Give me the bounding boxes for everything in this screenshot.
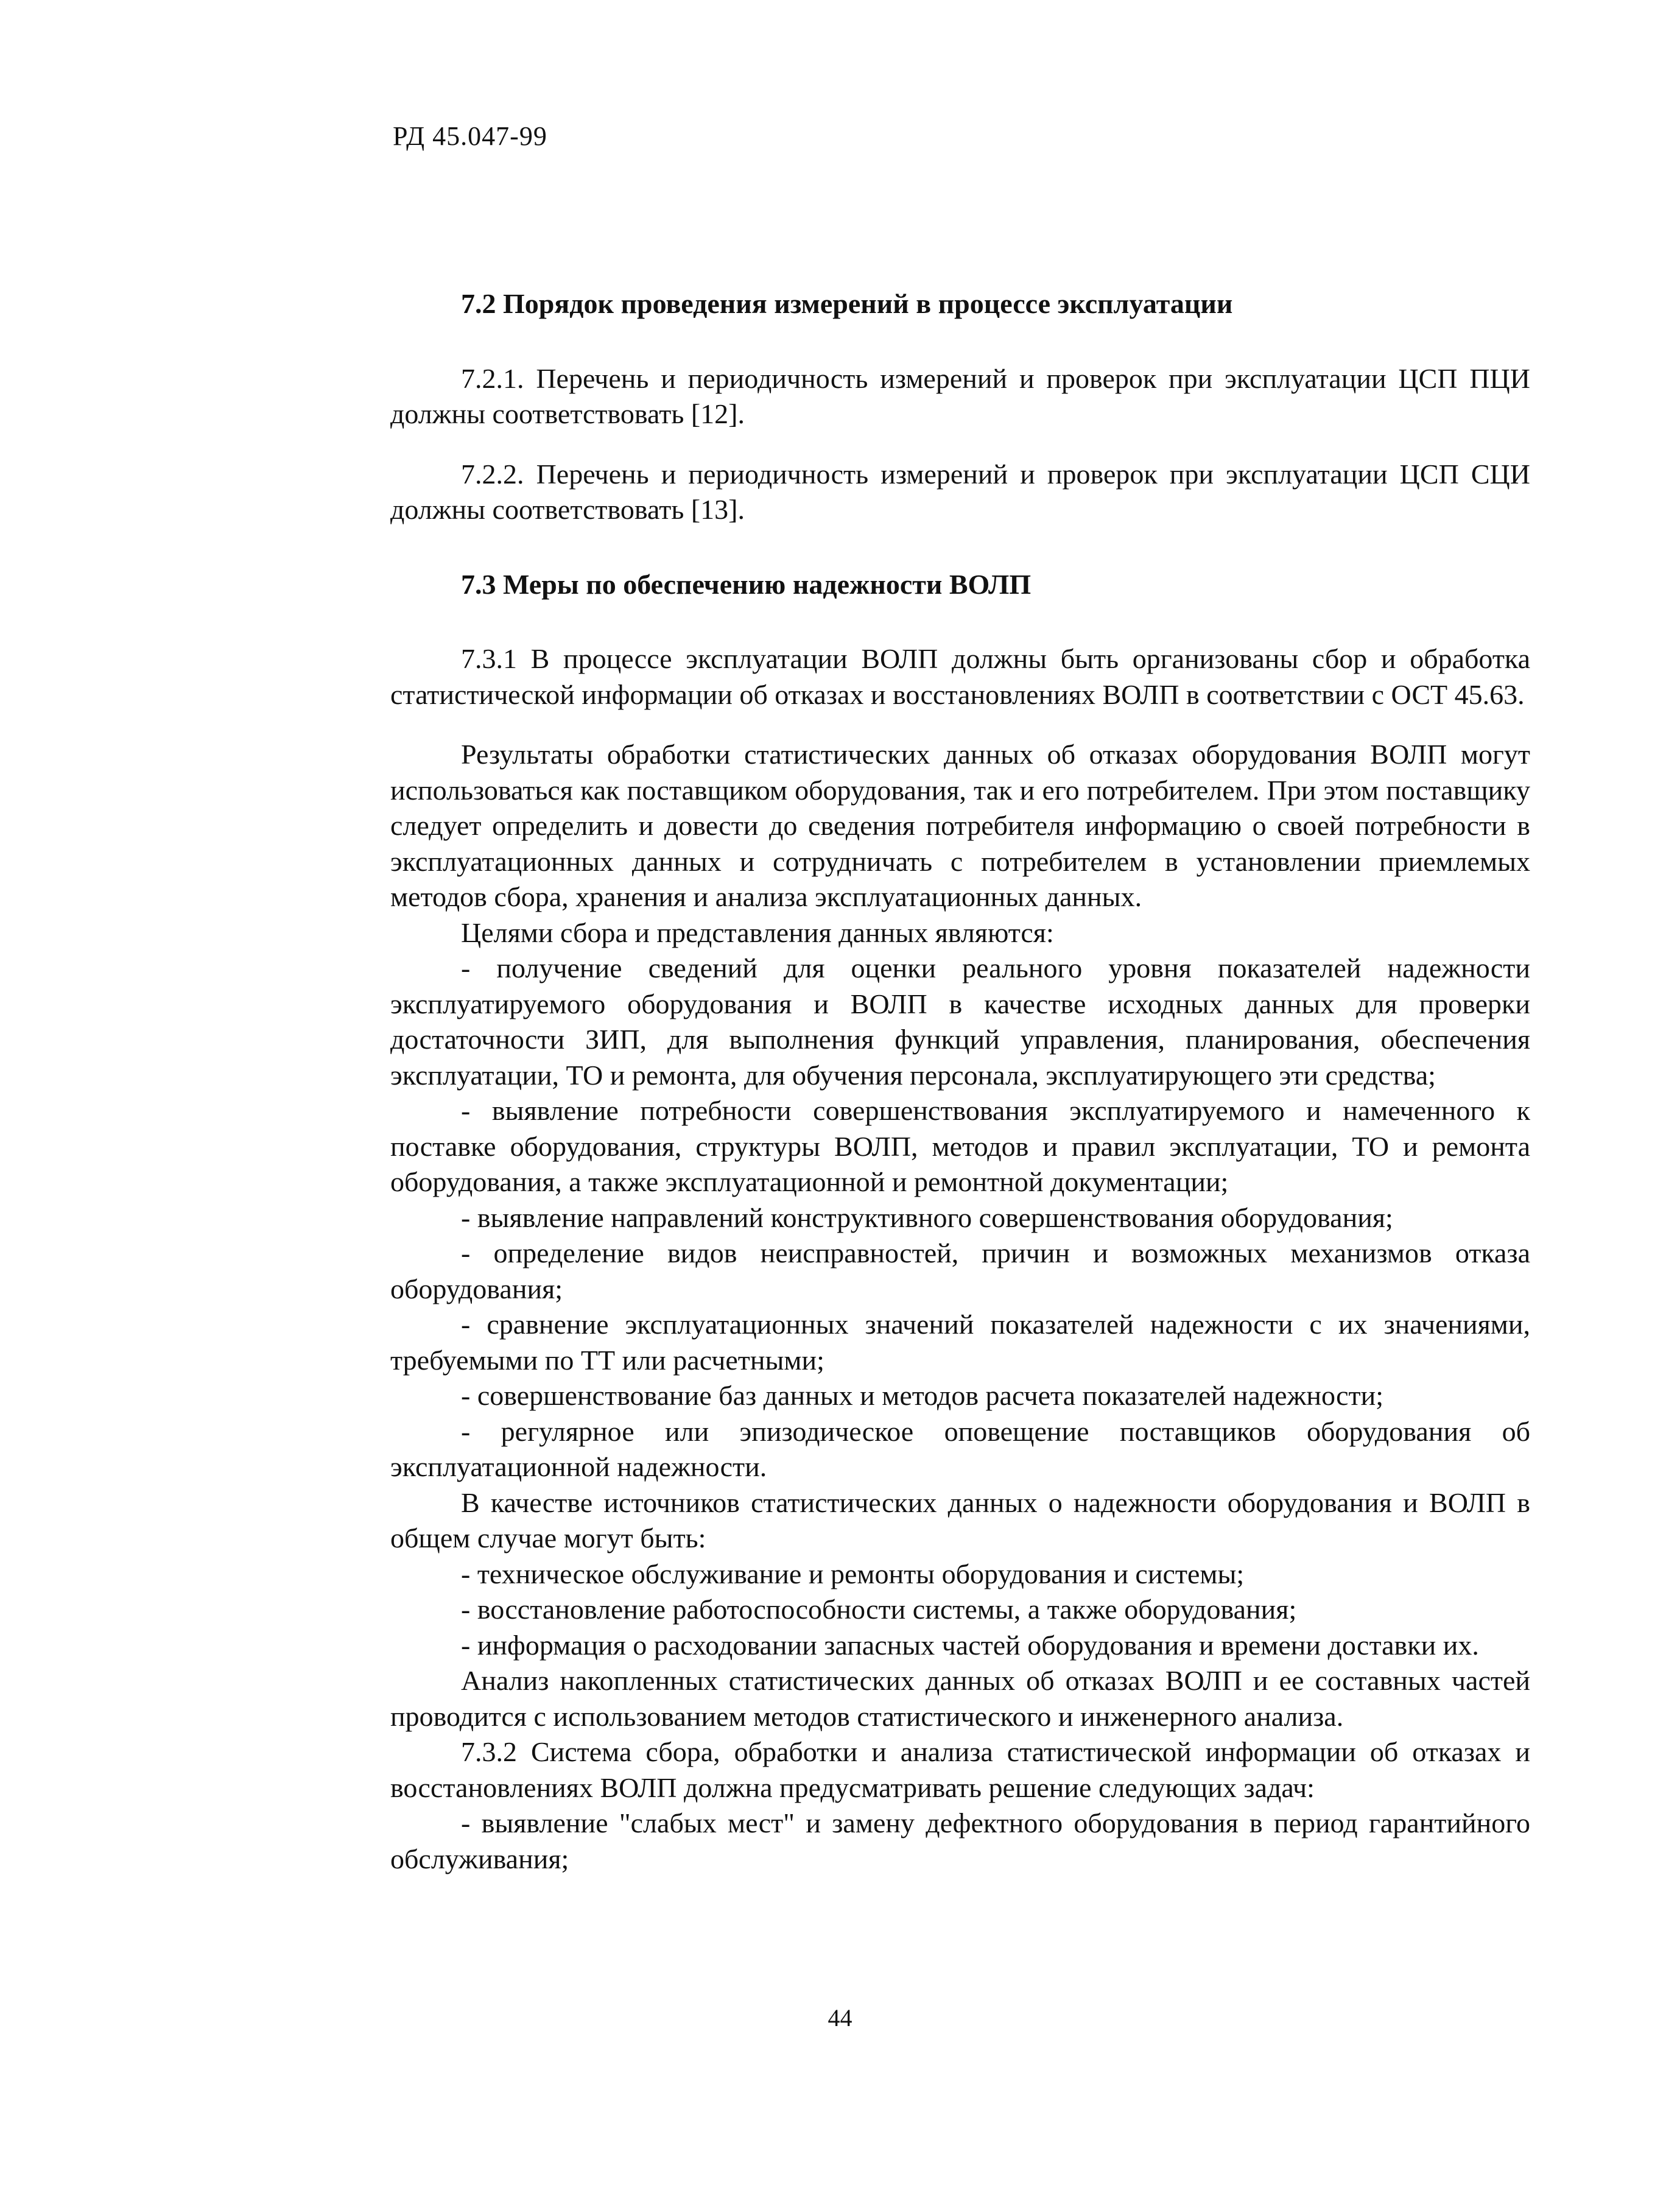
list-item-goal: - регулярное или эпизодическое оповещение поставщиков оборудования об эксплуатационной надежности. — [390, 1415, 1530, 1482]
paragraph-7-3-2: 7.3.2 Система сбора, обработки и анализа статистической информации об отказах и восстановлениях ВОЛП должна предусматривать решение следующих задач: — [390, 1736, 1530, 1803]
paragraph-7-2-2: 7.2.2. Перечень и периодичность измерений и проверок при эксплуатации ЦСП СЦИ должны соответствовать [13]. — [390, 458, 1530, 525]
document-code-header: РД 45.047-99 — [393, 121, 547, 151]
document-body — [390, 286, 1530, 1877]
paragraph-7-3-1: 7.3.1 В процессе эксплуатации ВОЛП должны быть организованы сбор и обработка статистической информации об отказах и восстановлениях ВОЛП в соответствии с ОСТ 45.63. — [390, 643, 1530, 710]
section-7-2-heading: 7.2 Порядок проведения измерений в процессе эксплуатации — [461, 288, 1233, 319]
paragraph-goals-intro: Целями сбора и представления данных являются: — [461, 917, 1054, 948]
paragraph-7-2-1: 7.2.1. Перечень и периодичность измерений и проверок при эксплуатации ЦСП ПЦИ должны соответствовать [12]. — [390, 362, 1530, 429]
list-item-goal: - определение видов неисправностей, причин и возможных механизмов отказа оборудования; — [390, 1237, 1530, 1304]
list-item-goal: - выявление направлений конструктивного совершенствования оборудования; — [461, 1202, 1393, 1233]
section-7-3-heading: 7.3 Меры по обеспечению надежности ВОЛП — [461, 568, 1032, 600]
list-item-goal: - совершенствование баз данных и методов расчета показателей надежности; — [461, 1380, 1384, 1411]
list-item-goal: - получение сведений для оценки реального уровня показателей надежности эксплуатируемого оборудования и ВОЛП в качестве исходных данных для проверки достаточности ЗИП, для выполнения функций управления, планирования, обеспечения эксплуатации, ТО и ремонта, для обучения персонала, эксплуатирующего эти средства; — [390, 952, 1530, 1091]
page-number: 44 — [828, 2004, 852, 2032]
list-item-source: - техническое обслуживание и ремонты оборудования и системы; — [461, 1558, 1245, 1589]
list-item-goal: - сравнение эксплуатационных значений показателей надежности с их значениями, требуемыми по ТТ или расчетными; — [390, 1309, 1530, 1376]
paragraph-sources-intro: В качестве источников статистических данных о надежности оборудования и ВОЛП в общем случае могут быть: — [390, 1487, 1530, 1553]
list-item-source: - информация о расходовании запасных частей оборудования и времени доставки их. — [461, 1629, 1479, 1661]
paragraph-analysis: Анализ накопленных статистических данных об отказах ВОЛП и ее составных частей проводится с использованием методов статистического и инженерного анализа. — [390, 1665, 1530, 1732]
list-item-source: - восстановление работоспособности системы, а также оборудования; — [461, 1594, 1297, 1625]
paragraph-results: Результаты обработки статистических данных об отказах оборудования ВОЛП могут использоваться как поставщиком оборудования, так и его потребителем. При этом поставщику следует определить и довести до сведения потребителя информацию о своей потребности в эксплуатационных данных и сотрудничать с потребителем в установлении приемлемых методов сбора, хранения и анализа эксплуатационных данных. — [390, 739, 1530, 912]
list-item-goal: - выявление потребности совершенствования эксплуатируемого и намеченного к поставке оборудования, структуры ВОЛП, методов и правил эксплуатации, ТО и ремонта оборудования, а также эксплуатационной и ремонтной документации; — [390, 1095, 1530, 1197]
list-item-task: - выявление "слабых мест" и замену дефектного оборудования в период гарантийного обслуживания; — [390, 1807, 1530, 1874]
